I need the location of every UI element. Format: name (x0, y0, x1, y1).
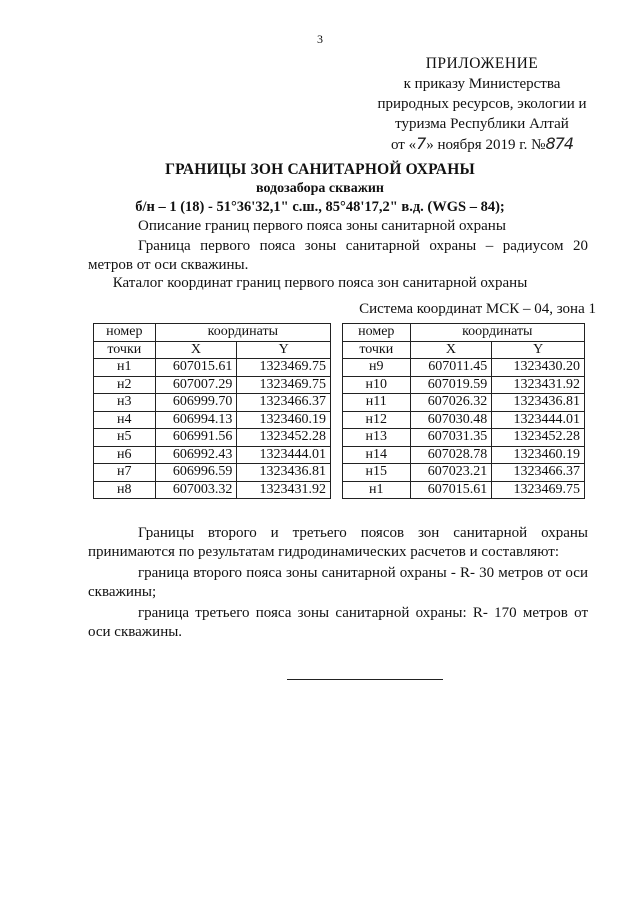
document-title (0, 160, 640, 217)
table-row (343, 446, 585, 464)
point-cell: н6 (94, 446, 156, 464)
header-x: X (410, 341, 492, 359)
header-point-2: точки (343, 341, 411, 359)
belts-paragraph: Границы второго и третьего поясов зон санитарной охраны принимаются по результатам гидродинамических расчетов и составляют: (88, 525, 588, 560)
y-cell: 1323444.01 (492, 411, 585, 429)
appendix-line-3: туризма Республики Алтай (395, 116, 569, 132)
point-cell: н15 (343, 464, 411, 482)
coordinates-table-left (93, 323, 331, 499)
appendix-heading: ПРИЛОЖЕНИЕ (425, 55, 539, 72)
y-cell: 1323460.19 (237, 411, 331, 429)
y-cell: 1323452.28 (237, 429, 331, 447)
table-row (94, 481, 331, 499)
appendix-block (372, 54, 592, 155)
x-cell: 607030.48 (410, 411, 492, 429)
y-cell: 1323452.28 (492, 429, 585, 447)
table-row (94, 376, 331, 394)
header-x: X (155, 341, 237, 359)
table-row (343, 481, 585, 499)
x-cell: 606996.59 (155, 464, 237, 482)
order-day-handwritten: 7 (416, 134, 427, 153)
y-cell: 1323469.75 (237, 359, 331, 377)
point-cell: н10 (343, 376, 411, 394)
table-row (343, 376, 585, 394)
x-cell: 607026.32 (410, 394, 492, 412)
point-cell: н3 (94, 394, 156, 412)
point-cell: н5 (94, 429, 156, 447)
point-cell: н12 (343, 411, 411, 429)
coordinates-table-right (342, 323, 585, 499)
table-row (94, 446, 331, 464)
point-cell: н4 (94, 411, 156, 429)
order-prefix: от « (390, 137, 417, 153)
page-number: 3 (317, 32, 323, 46)
table-row (94, 429, 331, 447)
appendix-line-2: природных ресурсов, экологии и (377, 96, 587, 112)
x-cell: 606991.56 (155, 429, 237, 447)
point-cell: н1 (343, 481, 411, 499)
x-cell: 607007.29 (155, 376, 237, 394)
x-cell: 607015.61 (155, 359, 237, 377)
table-row (343, 359, 585, 377)
title-line-3: б/н – 1 (18) - 51°36'32,1" с.ш., 85°48'17,2" в.д. (WGS – 84); (135, 199, 505, 215)
table-row (94, 411, 331, 429)
coordinate-system: Система координат МСК – 04, зона 1 (359, 301, 596, 317)
third-belt-paragraph: граница третьего пояса зоны санитарной охраны: R- 170 метров от оси скважины. (88, 605, 588, 640)
header-point: номер (94, 324, 156, 342)
description-line: Описание границ первого пояса зоны санитарной охраны (138, 218, 506, 234)
y-cell: 1323431.92 (492, 376, 585, 394)
second-belt-paragraph: граница второго пояса зоны санитарной охраны - R- 30 метров от оси скважины; (88, 565, 588, 600)
header-coords: координаты (155, 324, 330, 342)
order-suffix: » ноября 2019 г. № (426, 137, 546, 153)
header-y: Y (492, 341, 585, 359)
table-row (94, 464, 331, 482)
first-belt-paragraph: Граница первого пояса зоны санитарной охраны – радиусом 20 метров от оси скважины. (88, 238, 588, 273)
point-cell: н7 (94, 464, 156, 482)
y-cell: 1323466.37 (492, 464, 585, 482)
y-cell: 1323460.19 (492, 446, 585, 464)
catalog-caption: Каталог координат границ первого пояса зон санитарной охраны (112, 275, 528, 291)
point-cell: н1 (94, 359, 156, 377)
y-cell: 1323469.75 (237, 376, 331, 394)
x-cell: 607028.78 (410, 446, 492, 464)
header-y: Y (237, 341, 331, 359)
x-cell: 606992.43 (155, 446, 237, 464)
table-row (343, 394, 585, 412)
table-row (94, 394, 331, 412)
y-cell: 1323430.20 (492, 359, 585, 377)
table-row (343, 411, 585, 429)
y-cell: 1323469.75 (492, 481, 585, 499)
y-cell: 1323444.01 (237, 446, 331, 464)
header-point: номер (343, 324, 411, 342)
point-cell: н14 (343, 446, 411, 464)
point-cell: н9 (343, 359, 411, 377)
y-cell: 1323436.81 (237, 464, 331, 482)
x-cell: 607003.32 (155, 481, 237, 499)
appendix-line-1: к приказу Министерства (403, 76, 561, 92)
table-row (94, 359, 331, 377)
title-line-2: водозабора скважин (256, 181, 384, 196)
table-row (343, 429, 585, 447)
title-line-1: ГРАНИЦЫ ЗОН САНИТАРНОЙ ОХРАНЫ (165, 161, 475, 178)
point-cell: н8 (94, 481, 156, 499)
x-cell: 607015.61 (410, 481, 492, 499)
end-separator-line (287, 679, 443, 680)
table-row (343, 464, 585, 482)
point-cell: н11 (343, 394, 411, 412)
x-cell: 607019.59 (410, 376, 492, 394)
point-cell: н2 (94, 376, 156, 394)
x-cell: 606999.70 (155, 394, 237, 412)
x-cell: 607031.35 (410, 429, 492, 447)
header-point-2: точки (94, 341, 156, 359)
y-cell: 1323431.92 (237, 481, 331, 499)
header-coords: координаты (410, 324, 584, 342)
order-line (372, 134, 592, 155)
x-cell: 607011.45 (410, 359, 492, 377)
x-cell: 606994.13 (155, 411, 237, 429)
point-cell: н13 (343, 429, 411, 447)
y-cell: 1323436.81 (492, 394, 585, 412)
x-cell: 607023.21 (410, 464, 492, 482)
y-cell: 1323466.37 (237, 394, 331, 412)
order-number-handwritten: 874 (545, 134, 574, 153)
